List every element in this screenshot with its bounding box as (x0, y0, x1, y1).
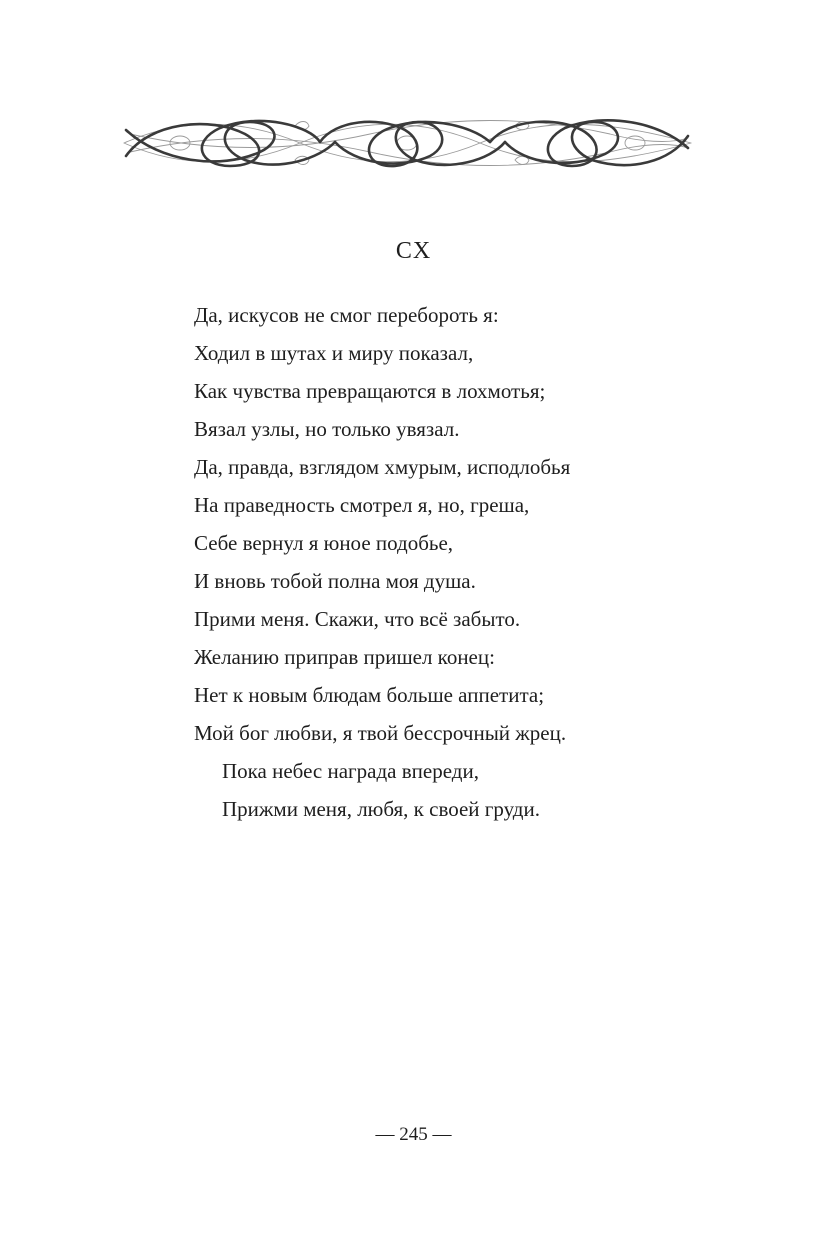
page-number: — 245 — (375, 1124, 452, 1145)
decorative-ornament-header (120, 112, 695, 174)
poem-line: Нет к новым блюдам больше аппетита; (194, 683, 545, 707)
couplet-line: Прижми меня, любя, к своей груди. (222, 797, 540, 821)
poem-line: Да, правда, взглядом хмурым, исподлобья (194, 455, 571, 479)
couplet-line: Пока небес награда впереди, (222, 759, 479, 783)
poem-line: Желанию приправ пришел конец: (194, 645, 495, 669)
poem-line: Вязал узлы, но только увязал. (194, 417, 460, 441)
poem-body (194, 296, 754, 828)
poem-line: И вновь тобой полна моя душа. (194, 569, 476, 593)
poem-line: Себе вернул я юное подобье, (194, 531, 454, 555)
poem-line: Прими меня. Скажи, что всё забыто. (194, 607, 521, 631)
poem-title: CX (395, 238, 432, 264)
poem-line: Мой бог любви, я твой бессрочный жрец. (194, 721, 567, 745)
poem-line: Ходил в шутах и миру показал, (194, 341, 474, 365)
poem-line: Как чувства превращаются в лохмотья; (194, 379, 546, 403)
poem-line: На праведность смотрел я, но, греша, (194, 493, 530, 517)
poem-line: Да, искусов не смог перебороть я: (194, 303, 499, 327)
